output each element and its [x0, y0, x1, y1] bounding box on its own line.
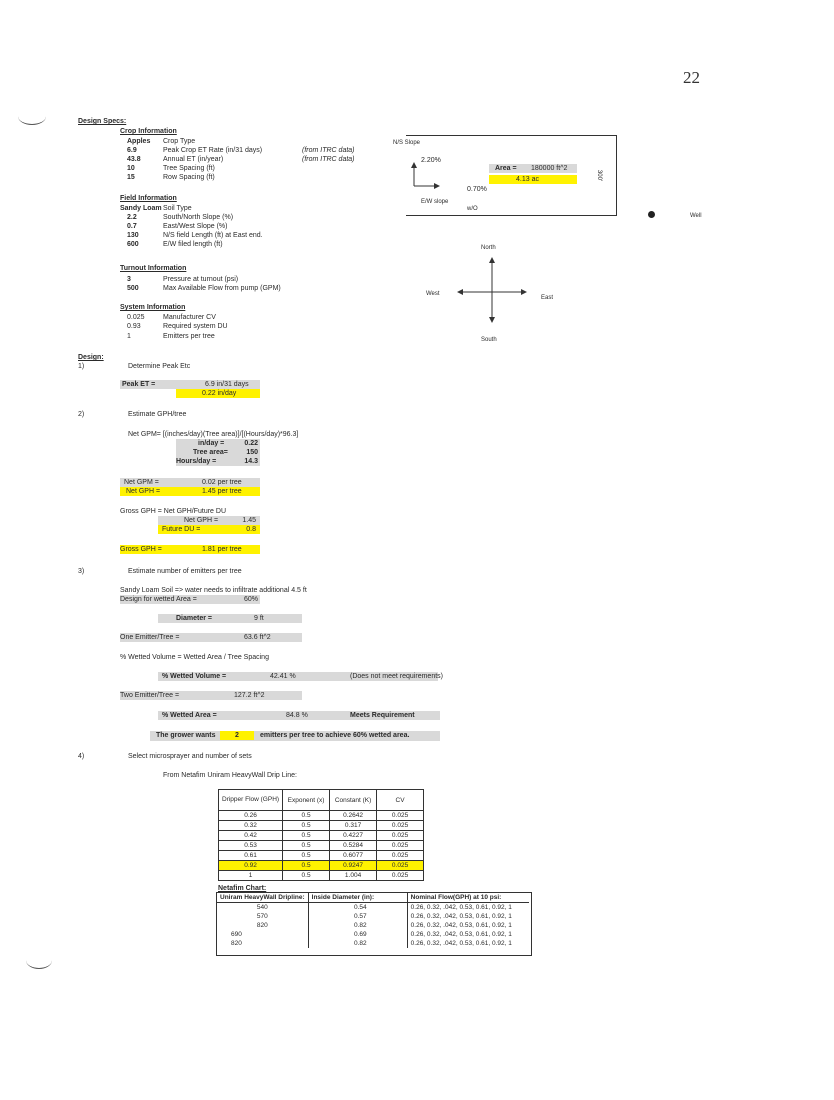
- peak-et-day-row: [176, 389, 260, 398]
- peak-et-row: [120, 380, 260, 389]
- table-cell: 0.5284: [330, 841, 377, 851]
- inside-diameter-header: Inside Diameter (in):: [308, 893, 407, 903]
- cv-header: CV: [377, 790, 424, 811]
- cv-label: Manufacturer CV: [163, 314, 216, 321]
- system-heading: System Information: [120, 304, 186, 311]
- diameter-row: [158, 614, 302, 623]
- table-cell: 0.025: [377, 871, 424, 881]
- table-cell: 0.5: [283, 851, 330, 861]
- soil-type-value: Sandy Loam: [120, 205, 162, 212]
- net-gph-label: Net GPH =: [126, 488, 161, 495]
- table-row: [219, 821, 424, 831]
- system-du-label: Required system DU: [163, 323, 228, 330]
- table-cell: 1.004: [330, 871, 377, 881]
- chart-row: [217, 921, 529, 930]
- in-day-label: in/day =: [198, 440, 225, 447]
- dripper-flow-header: Dripper Flow (GPH): [219, 790, 283, 811]
- area-field: [489, 164, 577, 173]
- table-cell: 0.26, 0.32, .042, 0.53, 0.61, 0.92, 1: [410, 913, 512, 920]
- area-label: Area =: [495, 165, 517, 172]
- table-cell: 0.32: [219, 821, 283, 831]
- ns-slope-diagram-value: 2.20%: [421, 157, 441, 164]
- table-cell: 570: [217, 912, 308, 921]
- annual-et-note: (from ITRC data): [302, 156, 355, 163]
- table-cell: 0.82: [308, 921, 407, 930]
- exponent-header: Exponent (x): [283, 790, 330, 811]
- crop-type-label: Crop Type: [163, 138, 196, 145]
- ns-length-value: 130: [127, 232, 139, 239]
- two-emitter-value: 127.2 ft^2: [234, 692, 265, 699]
- design-title: Design:: [78, 354, 104, 361]
- grower-post: emitters per tree to achieve 60% wetted area.: [260, 732, 410, 739]
- peak-et-calc-value2: 0.22 in/day: [202, 390, 237, 397]
- max-flow-value: 500: [127, 285, 139, 292]
- table-cell: 0.025: [377, 811, 424, 821]
- row-spacing-label: Row Spacing (ft): [163, 174, 215, 181]
- soil-type-label: Soil Type: [163, 205, 192, 212]
- pressure-value: 3: [127, 276, 131, 283]
- chart-row: [217, 939, 529, 948]
- table-cell: 0.26: [219, 811, 283, 821]
- step4-title: Select microsprayer and number of sets: [128, 753, 252, 760]
- table-cell: 0.5: [283, 861, 330, 871]
- tree-area-label: Tree area=: [193, 449, 228, 456]
- net-gpm-row: [120, 478, 260, 487]
- wetted-area-row: [120, 595, 260, 604]
- ew-slope-diagram-label: E/W slope: [421, 199, 449, 205]
- future-du-value: 0.8: [246, 526, 256, 533]
- wetted-area-label: Design for wetted Area =: [120, 596, 197, 603]
- table-cell: 0.26, 0.32, .042, 0.53, 0.61, 0.92, 1: [410, 940, 512, 947]
- net-gpm-value: 0.02 per tree: [202, 479, 242, 486]
- table-cell: 0.5: [283, 821, 330, 831]
- table-cell: 0.26, 0.32, .042, 0.53, 0.61, 0.92, 1: [410, 904, 512, 911]
- net-gph-row: [120, 487, 260, 496]
- crop-heading: Crop Information: [120, 128, 177, 135]
- table-row: [219, 871, 424, 881]
- peak-et-value: 6.9: [127, 147, 137, 154]
- gross-net-gph-value: 1.45: [242, 517, 256, 524]
- table-row-selected: [219, 861, 424, 871]
- tree-spacing-label: Tree Spacing (ft): [163, 165, 215, 172]
- peak-et-calc-label: Peak ET =: [122, 381, 156, 388]
- future-du-label: Future DU =: [162, 526, 201, 533]
- pct-wetted-formula: % Wetted Volume = Wetted Area / Tree Spacing: [120, 654, 269, 661]
- table-row: [219, 851, 424, 861]
- step4-num: 4): [78, 753, 85, 760]
- hours-day-value: 14.3: [244, 458, 258, 465]
- gross-net-gph-label: Net GPH =: [184, 517, 219, 524]
- ns-slope-label: South/North Slope (%): [163, 214, 234, 221]
- ew-slope-diagram-value: 0.70%: [467, 186, 487, 193]
- one-emitter-row: [120, 633, 302, 642]
- diameter-label: Diameter =: [176, 615, 212, 622]
- chart-row: [217, 912, 529, 921]
- table-row: [219, 841, 424, 851]
- table-cell: 0.5: [283, 831, 330, 841]
- well-label: Well: [690, 213, 702, 219]
- ns-slope-diagram-label: N/S Slope: [393, 140, 421, 146]
- step2-num: 2): [78, 411, 85, 418]
- area-ft-value: 180000 ft^2: [531, 165, 568, 172]
- net-gph-value: 1.45 per tree: [202, 488, 242, 495]
- ns-length-label: N/S field Length (ft) at East end.: [163, 232, 263, 239]
- max-flow-label: Max Available Flow from pump (GPM): [163, 285, 281, 292]
- peak-et-label: Peak Crop ET Rate (in/31 days): [163, 147, 263, 154]
- table-cell: 0.26, 0.32, .042, 0.53, 0.61, 0.92, 1: [410, 931, 512, 938]
- two-emitter-label: Two Emitter/Tree =: [120, 692, 180, 699]
- cv-value: 0.025: [127, 314, 145, 321]
- step3-num: 3): [78, 568, 85, 575]
- side-length-label: 300': [596, 169, 603, 182]
- pct-wetted-area-label: % Wetted Area =: [162, 712, 217, 719]
- table-cell: 0.5: [283, 871, 330, 881]
- compass-south: South: [481, 337, 497, 343]
- pct-wetted-volume-row: [158, 672, 344, 681]
- table-cell: 0.6077: [330, 851, 377, 861]
- slope-arrows: [406, 160, 446, 190]
- pct-wetted-volume-label: % Wetted Volume =: [162, 673, 227, 680]
- peak-et-note: (from ITRC data): [302, 147, 355, 154]
- table-cell: 0.5: [283, 841, 330, 851]
- field-heading: Field Information: [120, 195, 177, 202]
- pct-volume-note-field: [344, 672, 443, 681]
- annual-et-label: Annual ET (in/year): [163, 156, 224, 163]
- annual-et-value: 43.8: [127, 156, 141, 163]
- nominal-flow-header: Nominal Flow(GPH) at 10 psi:: [407, 893, 529, 903]
- netafim-chart-table: [217, 893, 529, 948]
- hours-day-row: [176, 457, 260, 466]
- tree-spacing-value: 10: [127, 165, 135, 172]
- chart-row: [217, 930, 529, 939]
- well-marker-icon: [648, 211, 655, 218]
- step2-title: Estimate GPH/tree: [128, 411, 187, 418]
- pressure-label: Pressure at turnout (psi): [163, 276, 239, 283]
- table-cell: 820: [217, 921, 308, 930]
- table-cell: 0.54: [308, 903, 407, 913]
- crop-type-value: Apples: [127, 138, 151, 145]
- table-cell: 0.025: [377, 841, 424, 851]
- table-cell: 0.025: [377, 831, 424, 841]
- table-cell: 0.5: [283, 811, 330, 821]
- gross-gph-formula: Gross GPH = Net GPH/Future DU: [120, 508, 226, 515]
- table-cell: 0.26, 0.32, .042, 0.53, 0.61, 0.92, 1: [410, 922, 512, 929]
- chart-row: [217, 903, 529, 913]
- turnout-heading: Turnout Information: [120, 265, 187, 272]
- table-cell: 0.4227: [330, 831, 377, 841]
- emitters-value: 1: [127, 333, 131, 340]
- pct-wetted-volume-value: 42.41 %: [270, 673, 296, 680]
- pct-wetted-area-value: 84.8 %: [286, 712, 308, 719]
- table-cell: 0.317: [330, 821, 377, 831]
- grower-pre: The grower wants: [156, 732, 216, 739]
- table-cell: 0.025: [377, 861, 424, 871]
- table-cell: 690: [217, 930, 308, 939]
- two-emitter-row: [120, 691, 302, 700]
- constant-header: Constant (K): [330, 790, 377, 811]
- peak-et-calc-value1: 6.9 in/31 days: [205, 381, 249, 388]
- net-gpm-formula: Net GPM= [(inches/day)(Tree area)]/[(Hours/day)*96.3]: [128, 431, 299, 438]
- table-cell: 0.92: [219, 861, 283, 871]
- pct-volume-note: (Does not meet requirements): [350, 673, 443, 680]
- gross-gph-value: 1.81 per tree: [202, 546, 242, 553]
- step1-title: Determine Peak Etc: [128, 363, 191, 370]
- table-cell: 0.42: [219, 831, 283, 841]
- step1-num: 1): [78, 363, 85, 370]
- binder-hole-mark: [26, 952, 52, 969]
- ew-slope-label: East/West Slope (%): [163, 223, 228, 230]
- dripper-table: [218, 789, 424, 881]
- in-day-row: [176, 439, 260, 448]
- compass-east: East: [541, 295, 554, 301]
- diameter-value: 9 ft: [254, 615, 264, 622]
- table-cell: 0.82: [308, 939, 407, 948]
- compass-north: North: [481, 245, 496, 251]
- ew-length-label: E/W filed length (ft): [163, 241, 223, 248]
- ew-length-value: 600: [127, 241, 139, 248]
- table-cell: 0.025: [377, 851, 424, 861]
- table-row: [219, 811, 424, 821]
- future-du-row: [158, 525, 260, 534]
- netafim-chart-title: Netafim Chart:: [218, 885, 267, 892]
- infiltration-note: Sandy Loam Soil => water needs to infiltrate additional 4.5 ft: [120, 587, 307, 594]
- grower-row: [150, 731, 440, 741]
- diagram-bottom-mark: w/O: [467, 206, 478, 212]
- net-gpm-label: Net GPM =: [124, 479, 159, 486]
- area-ac-field: [489, 175, 577, 184]
- compass-west: West: [426, 291, 440, 297]
- table-cell: 0.9247: [330, 861, 377, 871]
- emitters-label: Emitters per tree: [163, 333, 215, 340]
- table-cell: 0.53: [219, 841, 283, 851]
- pct-wetted-area-row: [158, 711, 440, 720]
- table-cell: 1: [219, 871, 283, 881]
- one-emitter-value: 63.6 ft^2: [244, 634, 271, 641]
- gross-gph-label: Gross GPH =: [120, 546, 162, 553]
- table-cell: 0.2642: [330, 811, 377, 821]
- table-cell: 0.025: [377, 821, 424, 831]
- design-specs-title: Design Specs:: [78, 118, 127, 125]
- netafim-source: From Netafim Uniram HeavyWall Drip Line:: [163, 772, 297, 779]
- grower-emitter-count: 2: [220, 731, 254, 740]
- binder-hole-mark: [18, 108, 46, 125]
- one-emitter-label: One Emitter/Tree =: [120, 634, 180, 641]
- table-cell: 0.61: [219, 851, 283, 861]
- hours-day-label: Hours/day =: [176, 458, 217, 465]
- page-number: 22: [683, 68, 700, 87]
- system-du-value: 0.93: [127, 323, 141, 330]
- wetted-area-value: 60%: [244, 596, 259, 603]
- pct-area-note: Meets Requirement: [350, 712, 415, 719]
- table-row: [219, 831, 424, 841]
- compass-icon: [455, 255, 530, 325]
- dripline-header: Uniram HeavyWall Dripline:: [217, 893, 308, 903]
- step3-title: Estimate number of emitters per tree: [128, 568, 242, 575]
- tree-area-value: 150: [246, 449, 258, 456]
- row-spacing-value: 15: [127, 174, 135, 181]
- gross-gph-row: [120, 545, 260, 554]
- table-cell: 0.69: [308, 930, 407, 939]
- area-ac-value: 4.13 ac: [516, 176, 539, 183]
- gross-net-gph-row: [158, 516, 260, 525]
- table-cell: 0.57: [308, 912, 407, 921]
- tree-area-row: [176, 448, 260, 457]
- ns-slope-value: 2.2: [127, 214, 137, 221]
- ew-slope-value: 0.7: [127, 223, 137, 230]
- table-cell: 540: [217, 903, 308, 913]
- in-day-value: 0.22: [244, 440, 258, 447]
- table-cell: 820: [217, 939, 308, 948]
